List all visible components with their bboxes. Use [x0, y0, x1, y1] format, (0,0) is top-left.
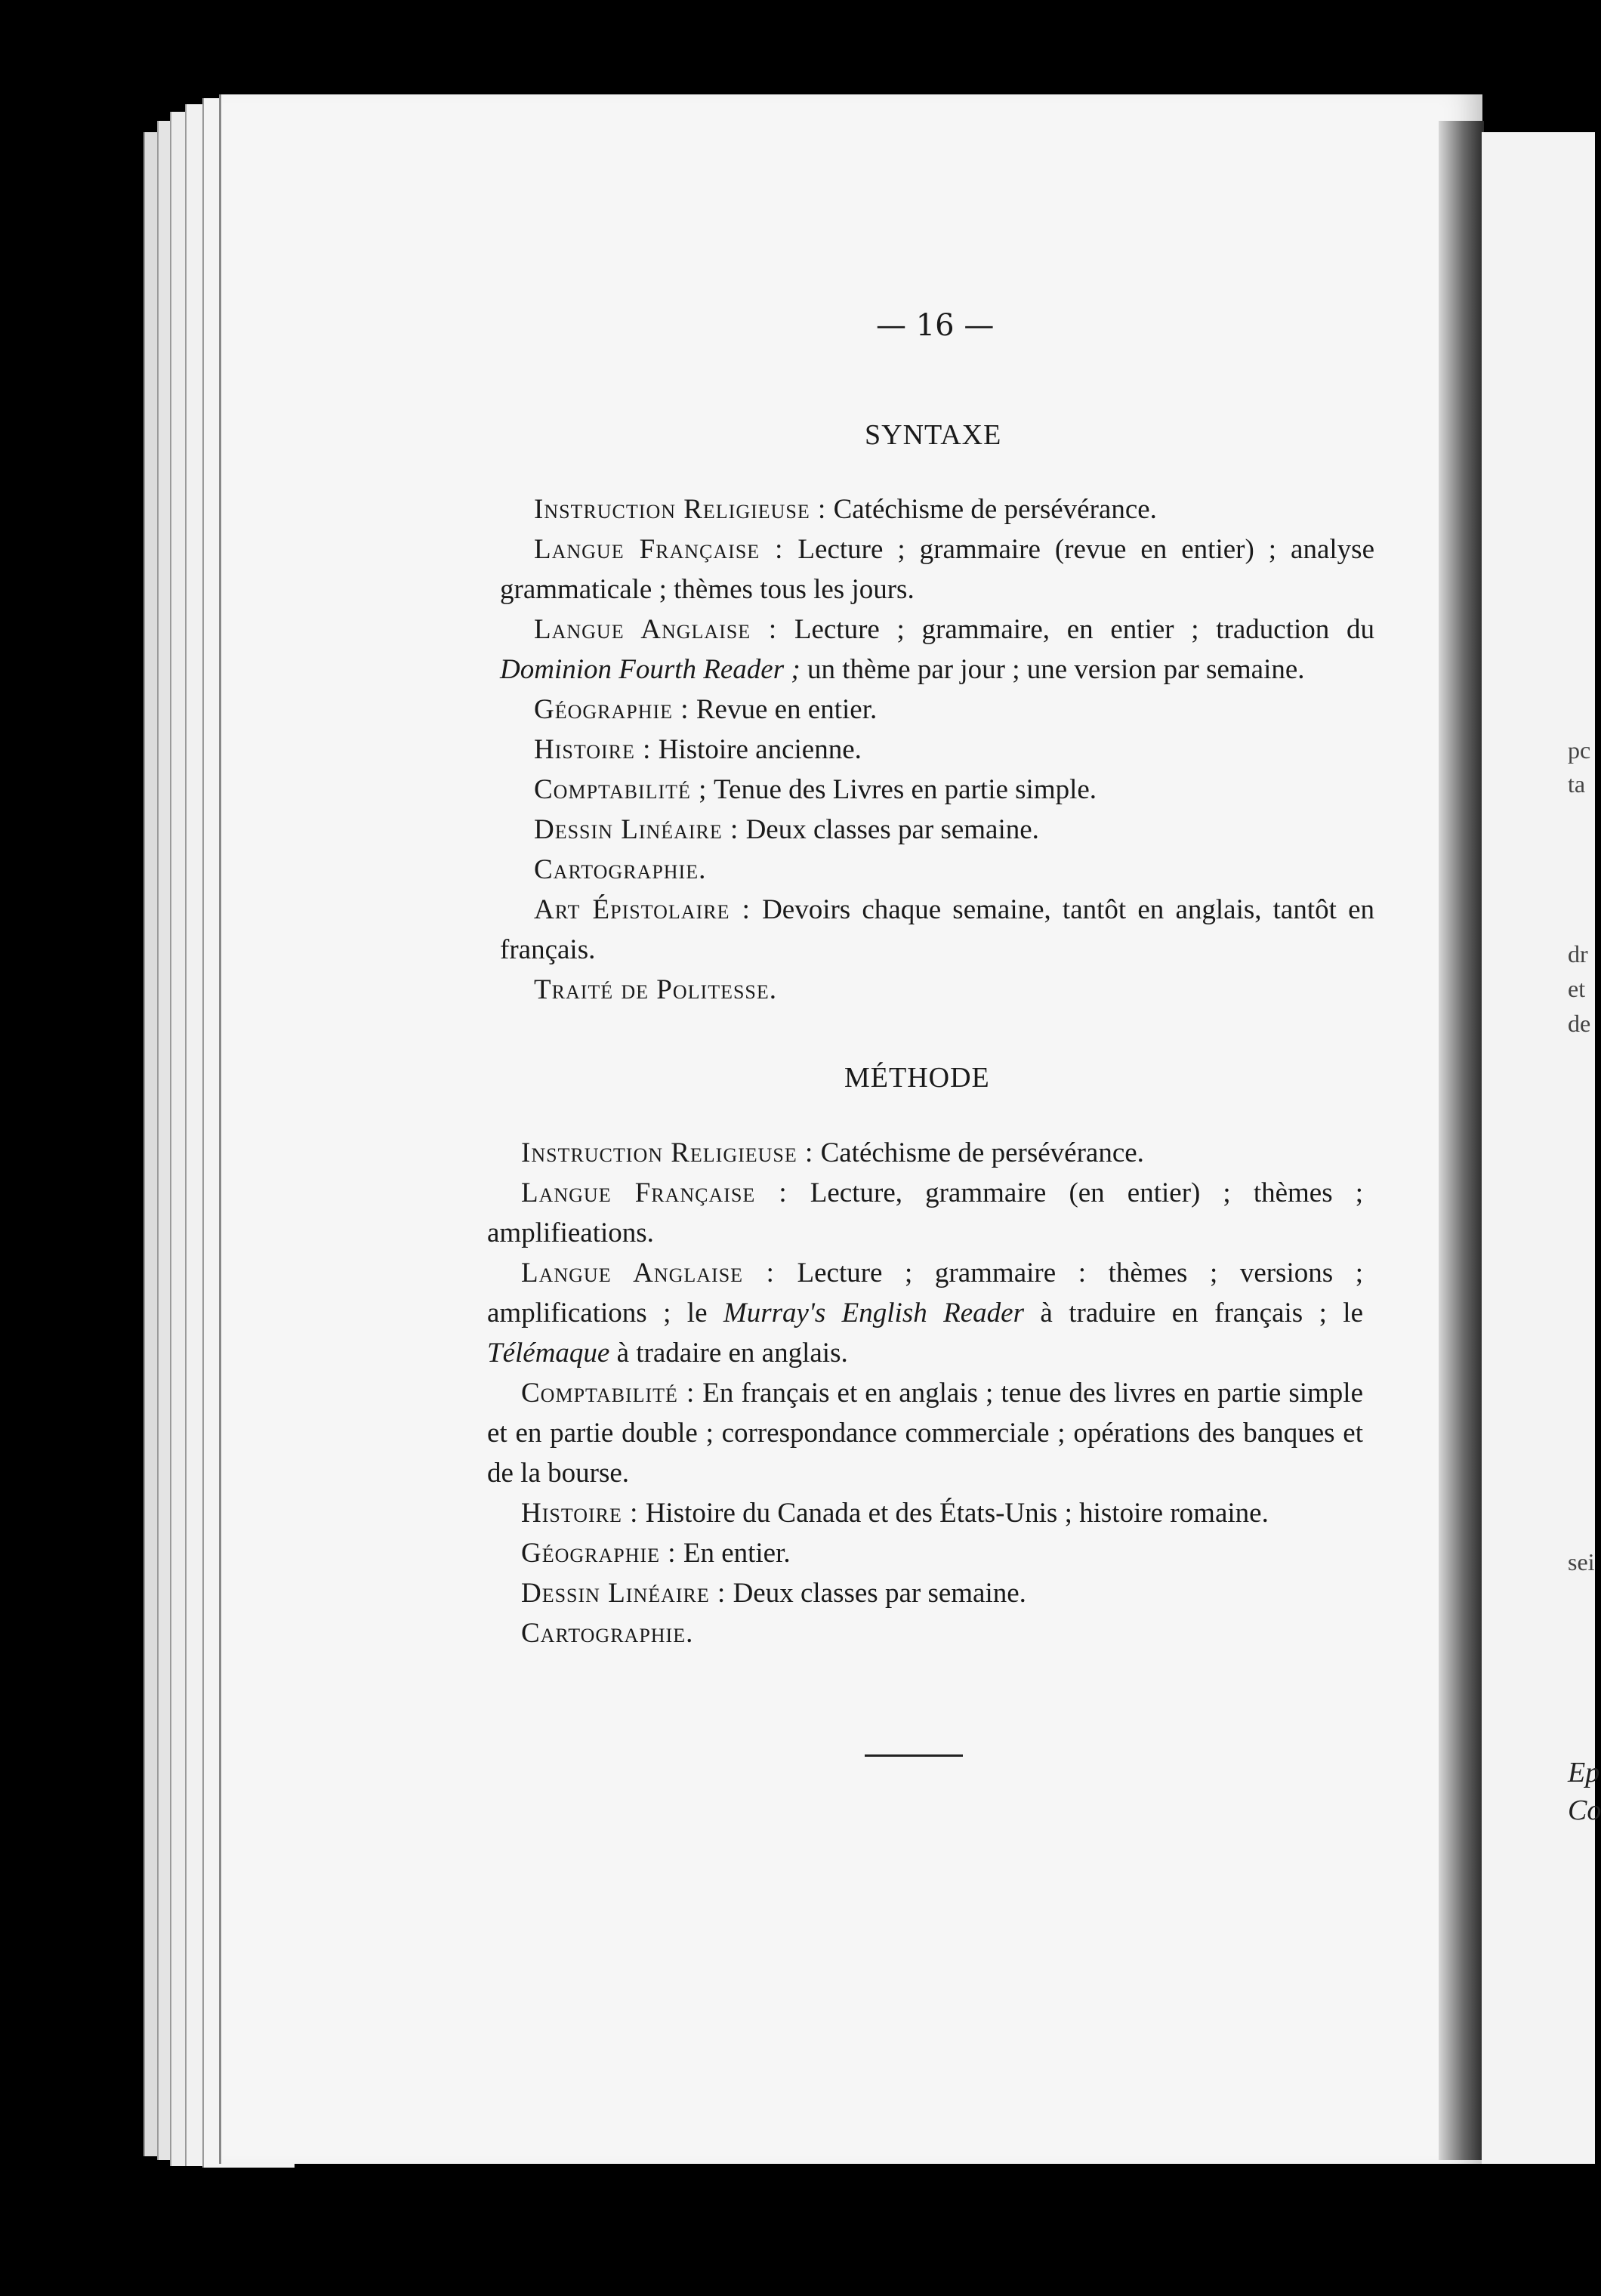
entry-text: Lecture ; grammaire : thèmes ; versions ; amplifications ; le: [487, 1258, 1363, 1329]
entry-text: Lecture ; grammaire (revue en entier) ; analyse grammaticale ; thèmes tous les jours.: [500, 534, 1374, 605]
entry-text: Revue en entier.: [689, 694, 878, 725]
facing-page: [1482, 132, 1601, 2164]
entry: [500, 529, 1374, 609]
entry-text: à tradaire en anglais.: [609, 1338, 848, 1369]
entry-label: Langue Anglaise :: [534, 614, 778, 645]
section-heading-methode: MÉTHODE: [844, 1062, 990, 1094]
entry-label: Comptabilité :: [521, 1378, 696, 1409]
entry-text-italic: Murray's English Reader: [723, 1298, 1025, 1329]
methode-entries: [487, 1133, 1363, 1653]
entry-text: un thème par jour ; une version par semaine.: [800, 654, 1305, 685]
entry: [500, 730, 1374, 770]
entry: [487, 1533, 1363, 1573]
entry-label: Histoire :: [521, 1498, 639, 1529]
entry-label: Cartographie.: [521, 1618, 694, 1649]
facing-page-fragment: Ep: [1568, 1757, 1600, 1788]
entry-text: Deux classes par semaine.: [739, 814, 1039, 845]
book-spine-shadow: [1439, 121, 1484, 2160]
facing-page-fragment: et: [1568, 975, 1586, 1002]
entry-label: Langue Française :: [534, 534, 784, 565]
entry: [487, 1253, 1363, 1373]
entry-text-italic: Dominion Fourth Reader ;: [500, 654, 800, 685]
entry-text-italic: Télémaque: [487, 1338, 610, 1369]
entry-text: Lecture, grammaire (en entier) ; thèmes ; amplifieations.: [487, 1177, 1363, 1248]
facing-page-fragment: dr: [1568, 940, 1588, 967]
entry: [500, 690, 1374, 730]
entry-label: Cartographie.: [534, 854, 707, 885]
entry-label: Art Épistolaire :: [534, 894, 751, 925]
entry: [500, 770, 1374, 810]
entry-text: Catéchisme de persévérance.: [826, 494, 1157, 525]
entry: [487, 1133, 1363, 1173]
entry: [500, 609, 1374, 690]
entry: [500, 890, 1374, 970]
entry-label: Comptabilité ;: [534, 774, 708, 805]
entry: [487, 1573, 1363, 1613]
entry-text: Tenue des Livres en partie simple.: [707, 774, 1097, 805]
entry-label: Langue Française :: [521, 1177, 788, 1208]
entry: [500, 810, 1374, 850]
entry-label: Instruction Religieuse :: [521, 1137, 814, 1168]
entry-label: Instruction Religieuse :: [534, 494, 827, 525]
entry-text: Lecture ; grammaire, en entier ; traduction du: [777, 614, 1374, 645]
entry: [500, 850, 1374, 890]
entry-label: Dessin Linéaire :: [534, 814, 739, 845]
entry: [500, 970, 1374, 1010]
entry-text: à traduire en français ; le: [1024, 1298, 1363, 1329]
entry-text: Histoire du Canada et des États-Unis ; histoire romaine.: [638, 1498, 1269, 1529]
entry-label: Dessin Linéaire :: [521, 1578, 726, 1609]
syntaxe-entries: [500, 489, 1374, 1010]
entry-text: Devoirs chaque semaine, tantôt en anglais, tantôt en français.: [500, 894, 1375, 965]
entry: [487, 1613, 1363, 1653]
page-number: — 16 —: [876, 308, 995, 343]
entry-label: Géographie :: [521, 1538, 677, 1569]
section-heading-syntaxe: SYNTAXE: [865, 419, 1002, 451]
facing-page-fragment: pc: [1568, 736, 1591, 764]
entry-label: Traité de Politesse.: [534, 974, 778, 1005]
entry-label: Géographie :: [534, 694, 689, 725]
entry-text: Catéchisme de persévérance.: [813, 1137, 1144, 1168]
facing-page-fragment: de: [1568, 1010, 1591, 1037]
entry-label: Langue Anglaise :: [521, 1258, 775, 1288]
facing-page-fragment: Co: [1568, 1795, 1601, 1826]
book-page: [219, 94, 1482, 2164]
facing-page-fragment: ta: [1568, 770, 1586, 798]
facing-page-fragment: sei: [1568, 1548, 1595, 1575]
entry-text: Histoire ancienne.: [651, 734, 862, 765]
entry-text: En entier.: [676, 1538, 791, 1569]
entry: [487, 1373, 1363, 1493]
entry: [487, 1173, 1363, 1253]
entry: [500, 489, 1374, 529]
end-rule: [865, 1754, 963, 1757]
entry: [487, 1493, 1363, 1533]
entry-text: Deux classes par semaine.: [726, 1578, 1026, 1609]
entry-text: En français et en anglais ; tenue des livres en partie simple et en partie double ; correspondance commerciale ; opérations des banques et de la bourse.: [487, 1378, 1363, 1489]
entry-label: Histoire :: [534, 734, 652, 765]
